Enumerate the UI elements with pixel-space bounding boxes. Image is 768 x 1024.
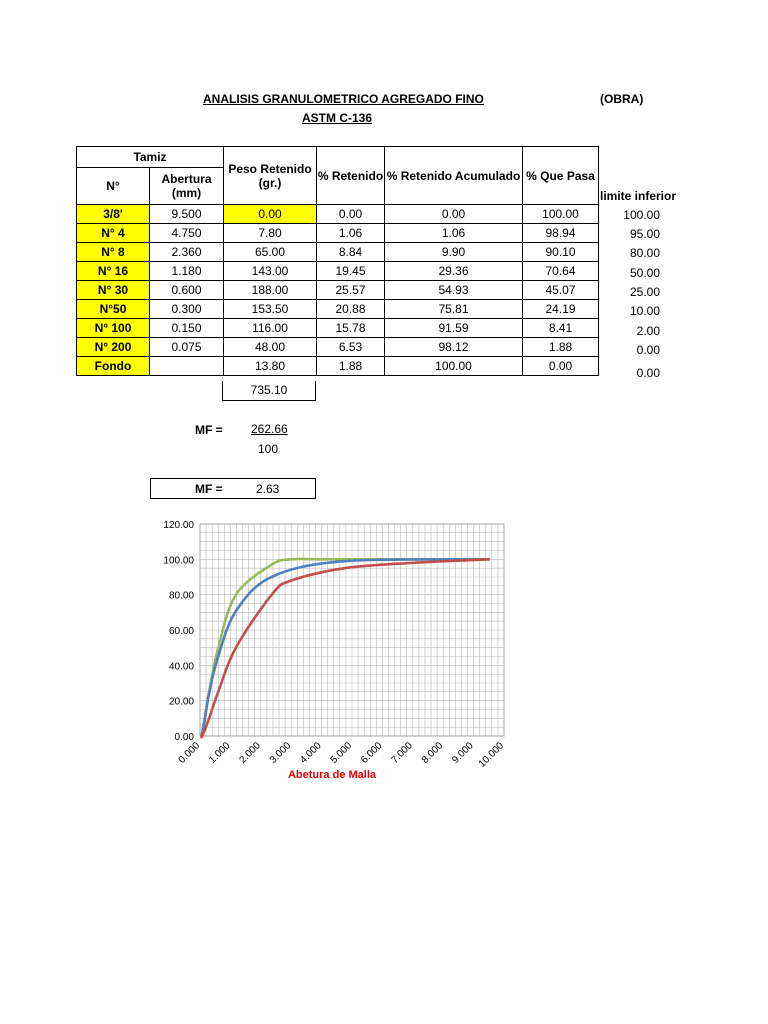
peso-cell: 65.00	[224, 243, 317, 262]
limite-value: 100.00	[623, 208, 660, 222]
tamiz-cell: N° 200	[77, 338, 150, 357]
pct-acumulado-cell: 98.12	[385, 338, 523, 357]
x-tick-label: 6.000	[359, 740, 385, 766]
pct-acumulado-cell: 54.93	[385, 281, 523, 300]
pct-pasa-cell: 45.07	[523, 281, 599, 300]
table-row	[77, 262, 599, 281]
limite-value: 2.00	[636, 324, 660, 338]
mf-result-value: 2.63	[256, 482, 280, 496]
table-row	[77, 224, 599, 243]
y-tick-label: 120.00	[163, 520, 194, 531]
pct-pasa-cell: 1.88	[523, 338, 599, 357]
pct-pasa-cell: 70.64	[523, 262, 599, 281]
y-tick-label: 80.00	[168, 590, 194, 602]
limite-value: 10.00	[629, 304, 660, 318]
abertura-cell: 2.360	[150, 243, 224, 262]
header-pct-retenido: % Retenido	[317, 147, 385, 205]
pct-pasa-cell: 8.41	[523, 319, 599, 338]
pct-acumulado-cell: 1.06	[385, 224, 523, 243]
abertura-cell: 0.600	[150, 281, 224, 300]
limite-title: limite inferior	[600, 189, 677, 203]
abertura-cell: 4.750	[150, 224, 224, 243]
x-tick-label: 2.000	[237, 740, 263, 766]
abertura-cell: 9.500	[150, 205, 224, 224]
tamiz-cell: N° 8	[77, 243, 150, 262]
granulometry-table	[76, 146, 599, 376]
peso-cell: 0.00	[224, 205, 317, 224]
header-tamiz: Tamiz	[77, 147, 224, 168]
pct-pasa-cell: 24.19	[523, 300, 599, 319]
pct-pasa-cell: 0.00	[523, 357, 599, 376]
mf-result-label: MF =	[195, 482, 223, 496]
pct-retenido-cell: 15.78	[317, 319, 385, 338]
mf-result-box	[150, 478, 316, 499]
header-abertura: Abertura (mm)	[150, 168, 224, 205]
peso-cell: 7.80	[224, 224, 317, 243]
abertura-cell: 0.300	[150, 300, 224, 319]
peso-cell: 116.00	[224, 319, 317, 338]
abertura-cell	[150, 357, 224, 376]
pct-acumulado-cell: 75.81	[385, 300, 523, 319]
pct-acumulado-cell: 91.59	[385, 319, 523, 338]
granulometry-chart	[120, 512, 520, 792]
mf-denominator: 100	[258, 442, 279, 456]
limite-value: 0.00	[636, 366, 660, 380]
header-peso: Peso Retenido (gr.)	[224, 147, 317, 205]
y-tick-label: 0.00	[174, 732, 194, 743]
pct-pasa-cell: 100.00	[523, 205, 599, 224]
tamiz-cell: N° 30	[77, 281, 150, 300]
mf-label: MF =	[195, 423, 223, 437]
x-tick-label: 4.000	[298, 740, 324, 766]
pct-retenido-cell: 20.88	[317, 300, 385, 319]
table-row	[77, 300, 599, 319]
peso-cell: 143.00	[224, 262, 317, 281]
pct-acumulado-cell: 100.00	[385, 357, 523, 376]
pct-retenido-cell: 25.57	[317, 281, 385, 300]
report-subtitle: ASTM C-136	[302, 111, 373, 125]
table-row	[77, 357, 599, 376]
pct-retenido-cell: 1.88	[317, 357, 385, 376]
peso-cell: 48.00	[224, 338, 317, 357]
limite-value: 50.00	[629, 266, 660, 280]
tamiz-cell: Fondo	[77, 357, 150, 376]
mf-numerator: 262.66	[251, 422, 288, 436]
table-row	[77, 205, 599, 224]
obra-label: (OBRA)	[600, 92, 644, 106]
pct-retenido-cell: 0.00	[317, 205, 385, 224]
tamiz-cell: 3/8'	[77, 205, 150, 224]
pct-retenido-cell: 6.53	[317, 338, 385, 357]
tamiz-cell: N° 100	[77, 319, 150, 338]
y-tick-label: 40.00	[168, 661, 194, 673]
table-row	[77, 281, 599, 300]
pct-acumulado-cell: 9.90	[385, 243, 523, 262]
limite-value: 0.00	[636, 343, 660, 357]
limite-value: 80.00	[629, 246, 660, 260]
x-tick-label: 1.000	[207, 740, 233, 766]
x-tick-label: 3.000	[267, 740, 294, 766]
abertura-cell: 0.150	[150, 319, 224, 338]
limite-value: 25.00	[629, 285, 660, 299]
x-tick-label: 7.000	[389, 740, 415, 766]
y-tick-label: 20.00	[168, 696, 194, 708]
x-axis-label: Abetura de Malla	[287, 769, 377, 781]
abertura-cell: 0.075	[150, 338, 224, 357]
chart-y-ticks	[163, 520, 194, 743]
limite-value: 95.00	[629, 227, 660, 241]
x-tick-label: 9.000	[450, 740, 476, 766]
header-pct-acumulado: % Retenido Acumulado	[385, 147, 523, 205]
header-n: N°	[77, 168, 150, 205]
table-row	[77, 243, 599, 262]
pct-pasa-cell: 90.10	[523, 243, 599, 262]
pct-retenido-cell: 8.84	[317, 243, 385, 262]
pct-retenido-cell: 19.45	[317, 262, 385, 281]
abertura-cell: 1.180	[150, 262, 224, 281]
x-tick-label: 10.000	[476, 740, 507, 770]
x-tick-label: 5.000	[328, 740, 355, 766]
y-tick-label: 60.00	[168, 626, 194, 637]
peso-cell: 153.50	[224, 300, 317, 319]
x-tick-label: 0.000	[176, 740, 203, 766]
total-peso: 735.10	[222, 381, 316, 401]
pct-pasa-cell: 98.94	[523, 224, 599, 243]
table-row	[77, 338, 599, 357]
tamiz-cell: N° 4	[77, 224, 150, 243]
x-tick-label: 8.000	[419, 740, 446, 766]
y-tick-label: 100.00	[163, 555, 194, 567]
peso-cell: 188.00	[224, 281, 317, 300]
table-row	[77, 319, 599, 338]
pct-acumulado-cell: 0.00	[385, 205, 523, 224]
peso-cell: 13.80	[224, 357, 317, 376]
report-title: ANALISIS GRANULOMETRICO AGREGADO FINO	[203, 92, 484, 106]
tamiz-cell: N°50	[77, 300, 150, 319]
chart-x-ticks	[177, 740, 507, 770]
tamiz-cell: N° 16	[77, 262, 150, 281]
pct-retenido-cell: 1.06	[317, 224, 385, 243]
header-pct-pasa: % Que Pasa	[523, 147, 599, 205]
pct-acumulado-cell: 29.36	[385, 262, 523, 281]
